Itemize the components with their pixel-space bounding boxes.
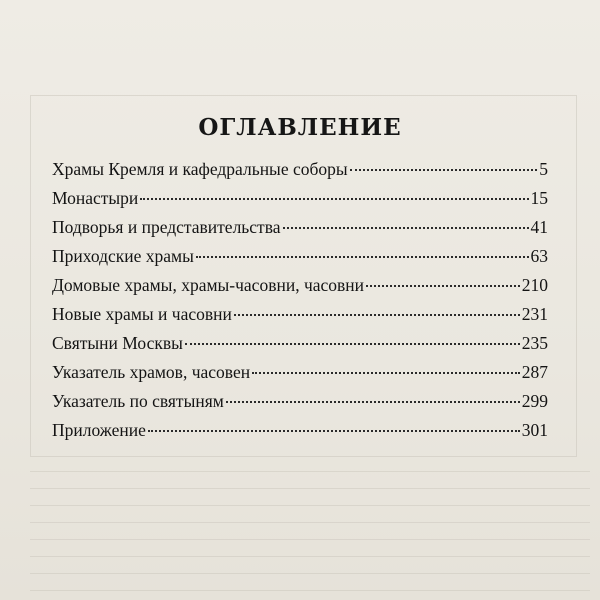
dot-leader xyxy=(226,401,520,403)
toc-entry-label: Домовые храмы, храмы-часовни, часовни xyxy=(52,275,365,295)
toc-entry-page: 235 xyxy=(521,333,548,353)
toc-entry-label: Монастыри xyxy=(52,188,139,208)
toc-entry-label: Указатель по святыням xyxy=(52,391,224,411)
toc-entry-page: 41 xyxy=(530,217,548,237)
toc-entry-page: 231 xyxy=(521,304,548,324)
toc-entry-label: Указатель храмов, часовен xyxy=(52,362,251,382)
toc-entry xyxy=(52,420,548,449)
dot-leader xyxy=(283,227,529,229)
dot-leader xyxy=(185,343,520,345)
toc-entry-label: Новые храмы и часовни xyxy=(52,304,232,324)
toc-entry-page: 301 xyxy=(521,420,548,440)
toc-entry xyxy=(52,362,548,391)
dot-leader xyxy=(366,285,520,287)
toc-heading: ОГЛАВЛЕНИЕ xyxy=(198,114,402,141)
toc-entry-label: Приложение xyxy=(52,420,146,440)
toc-entry-label: Приходские храмы xyxy=(52,246,194,266)
toc-entry-page: 287 xyxy=(521,362,548,382)
toc-entry xyxy=(52,333,548,362)
bleed-through-text-lines xyxy=(30,455,590,595)
toc-entry-page: 299 xyxy=(521,391,548,411)
toc-entry xyxy=(52,217,548,246)
toc-entry xyxy=(52,159,548,188)
dot-leader xyxy=(196,256,529,258)
dot-leader xyxy=(350,169,538,171)
toc-entry-label: Храмы Кремля и кафедральные соборы xyxy=(52,159,348,179)
toc-entry-label: Подворья и представительства xyxy=(52,217,281,237)
toc-entry xyxy=(52,304,548,333)
toc-entry xyxy=(52,188,548,217)
toc-entry-label: Святыни Москвы xyxy=(52,333,183,353)
table-of-contents xyxy=(52,159,548,449)
dot-leader xyxy=(234,314,520,316)
toc-entry-page: 15 xyxy=(530,188,548,208)
toc-entry xyxy=(52,246,548,275)
dot-leader xyxy=(140,198,528,200)
toc-entry xyxy=(52,391,548,420)
dot-leader xyxy=(252,372,520,374)
toc-entry xyxy=(52,275,548,304)
toc-entry-page: 210 xyxy=(521,275,548,295)
dot-leader xyxy=(148,430,520,432)
toc-entry-page: 5 xyxy=(539,159,548,179)
toc-entry-page: 63 xyxy=(530,246,548,266)
